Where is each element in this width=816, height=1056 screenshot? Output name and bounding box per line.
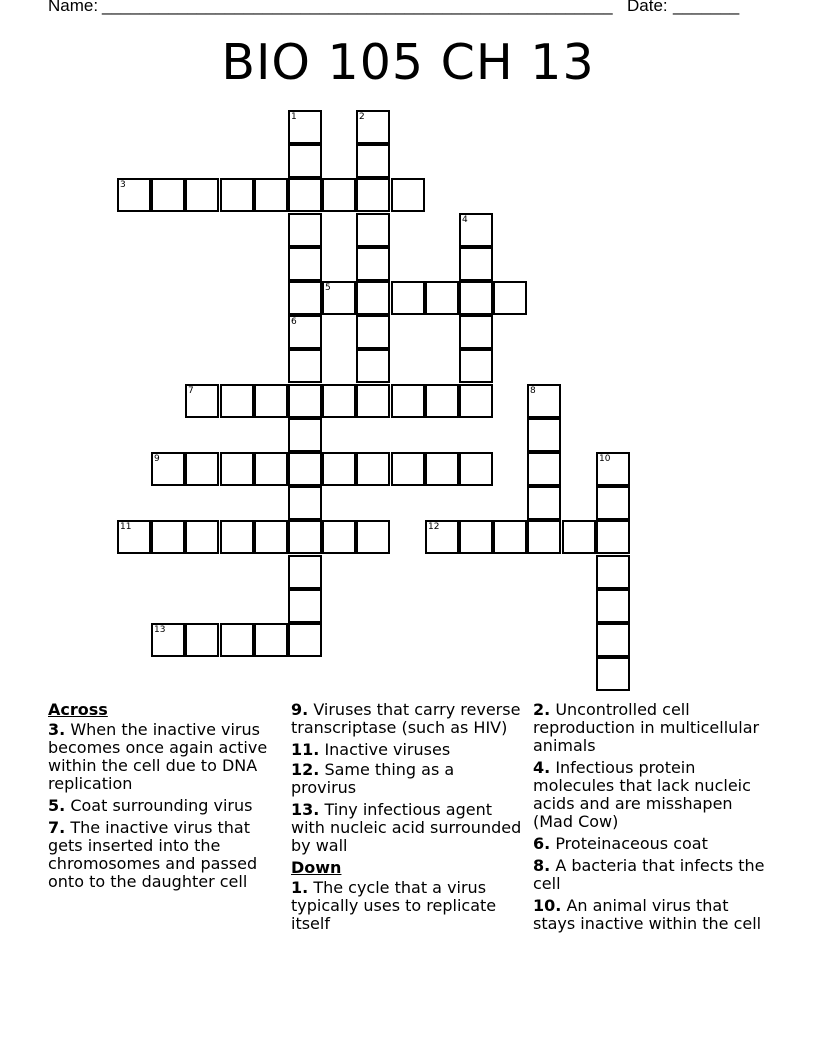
clue-number: 11 <box>120 522 132 532</box>
clue-number: 9 <box>154 454 160 464</box>
grid-cell[interactable] <box>288 486 322 520</box>
grid-cell[interactable] <box>254 623 288 657</box>
clue-number: 3 <box>120 180 126 190</box>
grid-cell[interactable] <box>425 520 459 554</box>
grid-cell[interactable] <box>322 281 356 315</box>
grid-cell[interactable] <box>459 213 493 247</box>
grid-cell[interactable] <box>288 281 322 315</box>
date-label: Date: <box>627 0 668 15</box>
clue-number: 5 <box>325 283 331 293</box>
grid-cell[interactable] <box>220 178 254 212</box>
grid-cell[interactable] <box>596 520 630 554</box>
grid-cell[interactable] <box>322 178 356 212</box>
grid-cell[interactable] <box>391 452 425 486</box>
grid-cell[interactable] <box>151 178 185 212</box>
grid-cell[interactable] <box>185 384 219 418</box>
grid-cell[interactable] <box>356 247 390 281</box>
clue-column-2 <box>291 701 523 937</box>
grid-cell[interactable] <box>288 110 322 144</box>
clue-down-4: 4. Infectious protein molecules that lack nucleic acids and are misshapen (Mad Cow) <box>533 758 751 831</box>
clue-column-3 <box>533 701 769 937</box>
grid-cell[interactable] <box>527 452 561 486</box>
grid-cell[interactable] <box>288 418 322 452</box>
grid-cell[interactable] <box>220 384 254 418</box>
grid-cell[interactable] <box>356 315 390 349</box>
clue-down-10: 10. An animal virus that stays inactive within the cell <box>533 896 762 933</box>
grid-cell[interactable] <box>254 384 288 418</box>
clue-across-5: 5. Coat surrounding virus <box>48 796 253 815</box>
clue-number: 12 <box>428 522 440 532</box>
grid-cell[interactable] <box>288 349 322 383</box>
clue-down-1: 1. The cycle that a virus typically uses to replicate itself <box>291 878 497 933</box>
grid-cell[interactable] <box>322 452 356 486</box>
clue-across-12: 12. Same thing as a provirus <box>291 760 455 797</box>
clue-column-1 <box>48 701 284 895</box>
grid-cell[interactable] <box>391 281 425 315</box>
grid-cell[interactable] <box>459 281 493 315</box>
grid-cell[interactable] <box>596 589 630 623</box>
grid-cell[interactable] <box>527 418 561 452</box>
clue-across-11: 11. Inactive viruses <box>291 740 451 759</box>
down-heading: Down <box>291 858 342 877</box>
date-field[interactable]: _______ <box>673 0 740 15</box>
grid-cell[interactable] <box>288 452 322 486</box>
grid-cell[interactable] <box>356 178 390 212</box>
grid-cell[interactable] <box>288 144 322 178</box>
grid-cell[interactable] <box>288 384 322 418</box>
grid-cell[interactable] <box>220 520 254 554</box>
grid-cell[interactable] <box>220 452 254 486</box>
grid-cell[interactable] <box>220 623 254 657</box>
grid-cell[interactable] <box>288 520 322 554</box>
grid-cell[interactable] <box>117 520 151 554</box>
grid-cell[interactable] <box>356 384 390 418</box>
grid-cell[interactable] <box>493 281 527 315</box>
clue-across-3: 3. When the inactive virus becomes once again active within the cell due to DNA replication <box>48 720 268 793</box>
grid-cell[interactable] <box>391 178 425 212</box>
clue-number: 2 <box>359 112 365 122</box>
clue-down-2: 2. Uncontrolled cell reproduction in multicellular animals <box>533 700 760 755</box>
grid-cell[interactable] <box>356 520 390 554</box>
grid-cell[interactable] <box>527 520 561 554</box>
grid-cell[interactable] <box>254 520 288 554</box>
name-field[interactable]: ______________________________________________________ <box>102 0 613 15</box>
grid-cell[interactable] <box>356 144 390 178</box>
grid-cell[interactable] <box>596 657 630 691</box>
grid-cell[interactable] <box>596 555 630 589</box>
grid-cell[interactable] <box>288 213 322 247</box>
grid-cell[interactable] <box>459 520 493 554</box>
page-title: BIO 105 CH 13 <box>221 34 595 91</box>
clue-number: 8 <box>530 386 536 396</box>
grid-cell[interactable] <box>596 486 630 520</box>
grid-cell[interactable] <box>356 281 390 315</box>
grid-cell[interactable] <box>288 247 322 281</box>
clue-number: 6 <box>291 317 297 327</box>
grid-cell[interactable] <box>151 452 185 486</box>
clue-across-9: 9. Viruses that carry reverse transcriptase (such as HIV) <box>291 700 521 737</box>
grid-cell[interactable] <box>151 623 185 657</box>
grid-cell[interactable] <box>356 110 390 144</box>
grid-cell[interactable] <box>117 178 151 212</box>
clue-number: 13 <box>154 625 166 635</box>
grid-cell[interactable] <box>356 452 390 486</box>
grid-cell[interactable] <box>185 178 219 212</box>
grid-cell[interactable] <box>288 589 322 623</box>
grid-cell[interactable] <box>322 520 356 554</box>
grid-cell[interactable] <box>288 178 322 212</box>
clue-across-7: 7. The inactive virus that gets inserted into the chromosomes and passed onto to the daughter cell <box>48 818 258 891</box>
grid-cell[interactable] <box>356 213 390 247</box>
clue-across-13: 13. Tiny infectious agent with nucleic acid surrounded by wall <box>291 800 522 855</box>
grid-cell[interactable] <box>425 384 459 418</box>
grid-cell[interactable] <box>254 178 288 212</box>
grid-cell[interactable] <box>527 384 561 418</box>
clue-down-6: 6. Proteinaceous coat <box>533 834 708 853</box>
grid-cell[interactable] <box>288 555 322 589</box>
grid-cell[interactable] <box>425 281 459 315</box>
grid-cell[interactable] <box>288 623 322 657</box>
grid-cell[interactable] <box>459 349 493 383</box>
grid-cell[interactable] <box>322 384 356 418</box>
grid-cell[interactable] <box>459 452 493 486</box>
grid-cell[interactable] <box>151 520 185 554</box>
grid-cell[interactable] <box>185 623 219 657</box>
grid-cell[interactable] <box>425 452 459 486</box>
grid-cell[interactable] <box>185 452 219 486</box>
grid-cell[interactable] <box>356 349 390 383</box>
clue-number: 4 <box>462 215 468 225</box>
clue-down-8: 8. A bacteria that infects the cell <box>533 856 765 893</box>
grid-cell[interactable] <box>288 315 322 349</box>
grid-cell[interactable] <box>459 384 493 418</box>
across-heading: Across <box>48 700 108 719</box>
grid-cell[interactable] <box>596 623 630 657</box>
grid-cell[interactable] <box>459 315 493 349</box>
grid-cell[interactable] <box>185 520 219 554</box>
clue-number: 1 <box>291 112 297 122</box>
clue-number: 10 <box>599 454 611 464</box>
grid-cell[interactable] <box>493 520 527 554</box>
grid-cell[interactable] <box>391 384 425 418</box>
grid-cell[interactable] <box>596 452 630 486</box>
clue-number: 7 <box>188 386 194 396</box>
grid-cell[interactable] <box>527 486 561 520</box>
grid-cell[interactable] <box>562 520 596 554</box>
name-label: Name: <box>48 0 99 15</box>
grid-cell[interactable] <box>254 452 288 486</box>
grid-cell[interactable] <box>459 247 493 281</box>
